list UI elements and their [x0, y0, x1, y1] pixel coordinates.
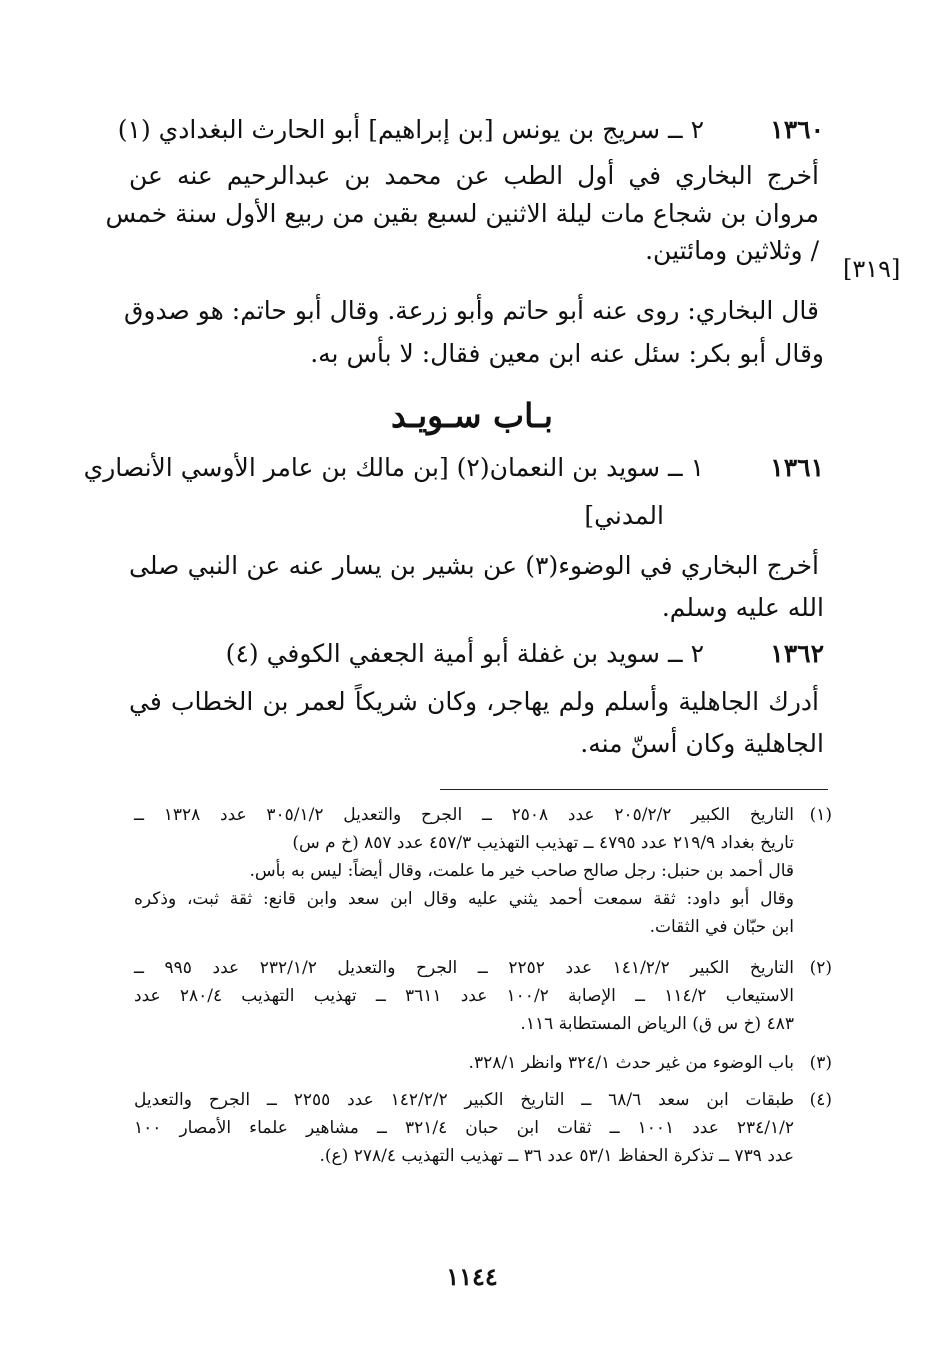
- footnote-line: عدد ٧٣٩ ــ تذكرة الحفاظ ٥٣/١ عدد ٣٦ ــ تهذيب التهذيب ٢٧٨/٤ (ع).: [319, 1146, 794, 1166]
- footnote-marker-2: (٢): [809, 958, 832, 978]
- footnote-line: قال أحمد بن حنبل: رجل صالح صاحب خير ما علمت، وقال أيضاً: ليس به بأس.: [249, 861, 794, 881]
- entry-title-1362: ٢ ــ سويد بن غفلة أبو أمية الجعفي الكوفي (٤): [225, 639, 704, 668]
- footnote-line: التاريخ الكبير ٢٠٥/٢/٢ عدد ٢٥٠٨ ــ الجرح والتعديل ٣٠٥/١/٢ عدد ١٣٢٨ ــ: [134, 805, 794, 825]
- footnote-line: ٤٨٣ (خ س ق) الرياض المستطابة ١١٦.: [520, 1014, 794, 1034]
- footnote-separator: [440, 789, 828, 790]
- text-line: وقال أبو بكر: سئل عنه ابن معين فقال: لا بأس به.: [310, 339, 824, 368]
- footnote-line: طبقات ابن سعد ٦٨/٦ ــ التاريخ الكبير ١٤٢/٢/٢ عدد ٢٢٥٥ ــ الجرح والتعديل: [134, 1090, 795, 1110]
- footnote-line: تاريخ بغداد ٢١٩/٩ عدد ٤٧٩٥ ــ تهذيب التهذيب ٤٥٧/٣ عدد ٨٥٧ (خ م س): [292, 833, 794, 853]
- footnote-line: ٢٣٤/١/٢ عدد ١٠٠١ ــ ثقات ابن حبان ٣٢١/٤ ــ مشاهير علماء الأمصار ١٠٠: [134, 1118, 794, 1138]
- entry-number-1360: ١٣٦٠: [770, 115, 824, 144]
- footnote-line: التاريخ الكبير ١٤١/٢/٢ عدد ٢٢٥٢ ــ الجرح والتعديل ٢٣٢/١/٢ عدد ٩٩٥ ــ: [134, 958, 794, 978]
- text-line: أخرج البخاري في أول الطب عن محمد بن عبدالرحيم عنه عن: [129, 161, 819, 190]
- entry-number-1361: ١٣٦١: [770, 453, 824, 482]
- footnote-marker-1: (١): [809, 805, 832, 825]
- section-heading: بـاب سـويـد: [390, 396, 553, 435]
- text-line: / وثلاثين ومائتين.: [645, 236, 819, 265]
- footnote-marker-4: (٤): [809, 1090, 832, 1110]
- footnote-marker-3: (٣): [809, 1053, 832, 1073]
- footnote-line: ابن حبّان في الثقات.: [649, 917, 794, 937]
- entry-title-1360: ٢ ــ سريج بن يونس [بن إبراهيم] أبو الحارث البغدادي (١): [117, 115, 704, 144]
- text-line: مروان بن شجاع مات ليلة الاثنين لسبع بقين من ربيع الأول سنة خمس: [105, 199, 819, 228]
- text-line: أخرج البخاري في الوضوء(٣) عن بشير بن يسار عنه عن النبي صلى: [129, 551, 819, 580]
- margin-page-reference: [٣١٩]: [843, 255, 901, 283]
- footnote-line: باب الوضوء من غير حدث ٣٢٤/١ وانظر ٣٢٨/١.: [468, 1053, 794, 1073]
- text-line: الله عليه وسلم.: [661, 593, 824, 622]
- text-line: أدرك الجاهلية وأسلم ولم يهاجر، وكان شريكاً لعمر بن الخطاب في: [129, 687, 819, 716]
- footnote-line: الاستيعاب ١١٤/٢ ــ الإصابة ١٠٠/٢ عدد ٣٦١١ ــ تهذيب التهذيب ٢٨٠/٤ عدد: [134, 986, 794, 1006]
- entry-title-1361: ١ ــ سويد بن النعمان(٢) [بن مالك بن عامر الأوسي الأنصاري: [83, 453, 704, 482]
- entry-title-1361-continued: المدني]: [584, 501, 664, 530]
- page-number: ١١٤٤: [446, 1262, 498, 1291]
- text-line: الجاهلية وكان أسنّ منه.: [580, 729, 824, 758]
- footnote-line: وقال أبو داود: ثقة سمعت أحمد يثني عليه وقال ابن سعد وابن قانع: ثقة ثبت، وذكره: [134, 889, 794, 909]
- text-line: قال البخاري: روى عنه أبو حاتم وأبو زرعة. وقال أبو حاتم: هو صدوق: [123, 296, 819, 325]
- entry-number-1362: ١٣٦٢: [770, 639, 824, 668]
